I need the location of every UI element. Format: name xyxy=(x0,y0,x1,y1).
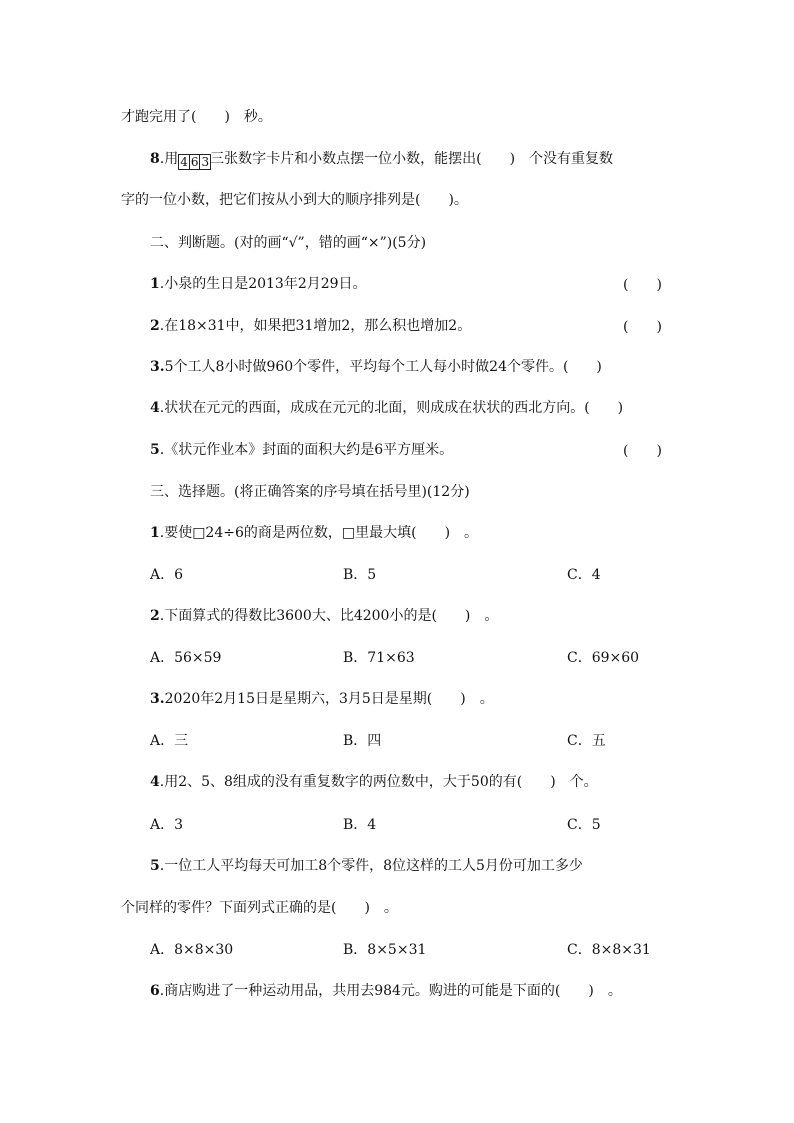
question-text: .要使□24÷6的商是两位数，□里最大填( ) 。 xyxy=(159,525,479,541)
option-c: C．69×60 xyxy=(567,650,640,666)
number-cards xyxy=(178,153,210,171)
question-text: 5个工人8小时做960个零件，平均每个工人每小时做24个零件。( ) xyxy=(164,359,602,375)
question-number: 2 xyxy=(150,318,160,334)
option-b: B．5 xyxy=(343,567,377,583)
question-text: .商店购进了一种运动用品，共用去984元。购进的可能是下面的( ) 。 xyxy=(159,983,622,999)
question-text: .一位工人平均每天可加工8个零件，8位这样的工人5月份可加工多少 xyxy=(159,858,583,874)
option-c: C．8×8×31 xyxy=(567,942,651,958)
answer-parens: ( ) xyxy=(623,319,662,335)
judge-1 xyxy=(150,275,367,293)
question-8-line-2: 字的一位小数，把它们按从小到大的顺序排列是( )。 xyxy=(121,192,468,208)
choice-2 xyxy=(150,607,498,625)
answer-parens: ( ) xyxy=(623,277,662,293)
choice-5-line-1 xyxy=(150,857,583,875)
number-card: 3 xyxy=(201,155,210,169)
question-number: 2 xyxy=(150,608,160,624)
question-number: 3. xyxy=(150,359,165,375)
choice-4 xyxy=(150,773,598,791)
question-text: 三张数字卡片和小数点摆一位小数，能摆出( ) 个没有重复数 xyxy=(210,151,614,167)
judge-4 xyxy=(150,399,623,417)
question-text: .用 xyxy=(159,151,179,167)
option-b: B．4 xyxy=(343,817,377,833)
question-number: 3. xyxy=(150,691,165,707)
option-b: B．8×5×31 xyxy=(343,942,427,958)
question-number: 5 xyxy=(150,442,160,458)
option-a: A．6 xyxy=(150,567,184,583)
question-number: 4 xyxy=(150,774,160,790)
question-number: 1 xyxy=(150,276,160,292)
option-a: A．三 xyxy=(150,733,189,749)
judge-3 xyxy=(150,358,602,376)
section-3-heading: 三、选择题。(将正确答案的序号填在括号里)(12分) xyxy=(150,484,470,500)
option-b: B．四 xyxy=(343,733,382,749)
number-card: 6 xyxy=(190,155,199,169)
question-text: .《状元作业本》封面的面积大约是6平方厘米。 xyxy=(159,442,454,458)
question-number: 6 xyxy=(150,983,160,999)
option-c: C．5 xyxy=(567,817,601,833)
answer-parens: ( ) xyxy=(623,443,662,459)
choice-6 xyxy=(150,982,622,1000)
question-number: 4 xyxy=(150,400,160,416)
choice-5-line-2: 个同样的零件？下面列式正确的是( ) 。 xyxy=(121,900,398,916)
option-a: A．8×8×30 xyxy=(150,942,234,958)
number-card: 4 xyxy=(180,155,188,169)
question-8-line-1 xyxy=(150,150,613,171)
option-a: A．3 xyxy=(150,817,184,833)
choice-1 xyxy=(150,524,478,542)
question-text: .用2、5、8组成的没有重复数字的两位数中，大于50的有( ) 个。 xyxy=(159,774,598,790)
question-number: 5 xyxy=(150,858,160,874)
choice-3 xyxy=(150,690,494,708)
question-number: 8 xyxy=(150,151,160,167)
section-2-heading: 二、判断题。(对的画“√”，错的画“×”)(5分) xyxy=(150,235,427,251)
option-c: C．五 xyxy=(567,733,606,749)
question-text: .在18×31中，如果把31增加2，那么积也增加2。 xyxy=(159,318,472,334)
option-c: C．4 xyxy=(567,567,601,583)
line-q7-end: 才跑完用了( ) 秒。 xyxy=(121,109,272,125)
question-text: .下面算式的得数比3600大、比4200小的是( ) 。 xyxy=(159,608,499,624)
question-text: .状状在元元的西面，成成在元元的北面，则成成在状状的西北方向。( ) xyxy=(159,400,624,416)
question-number: 1 xyxy=(150,525,160,541)
judge-5 xyxy=(150,441,453,459)
option-b: B．71×63 xyxy=(343,650,415,666)
question-text: 2020年2月15日是星期六，3月5日是星期( ) 。 xyxy=(164,691,494,707)
judge-2 xyxy=(150,317,471,335)
option-a: A．56×59 xyxy=(150,650,222,666)
question-text: .小泉的生日是2013年2月29日。 xyxy=(159,276,367,292)
